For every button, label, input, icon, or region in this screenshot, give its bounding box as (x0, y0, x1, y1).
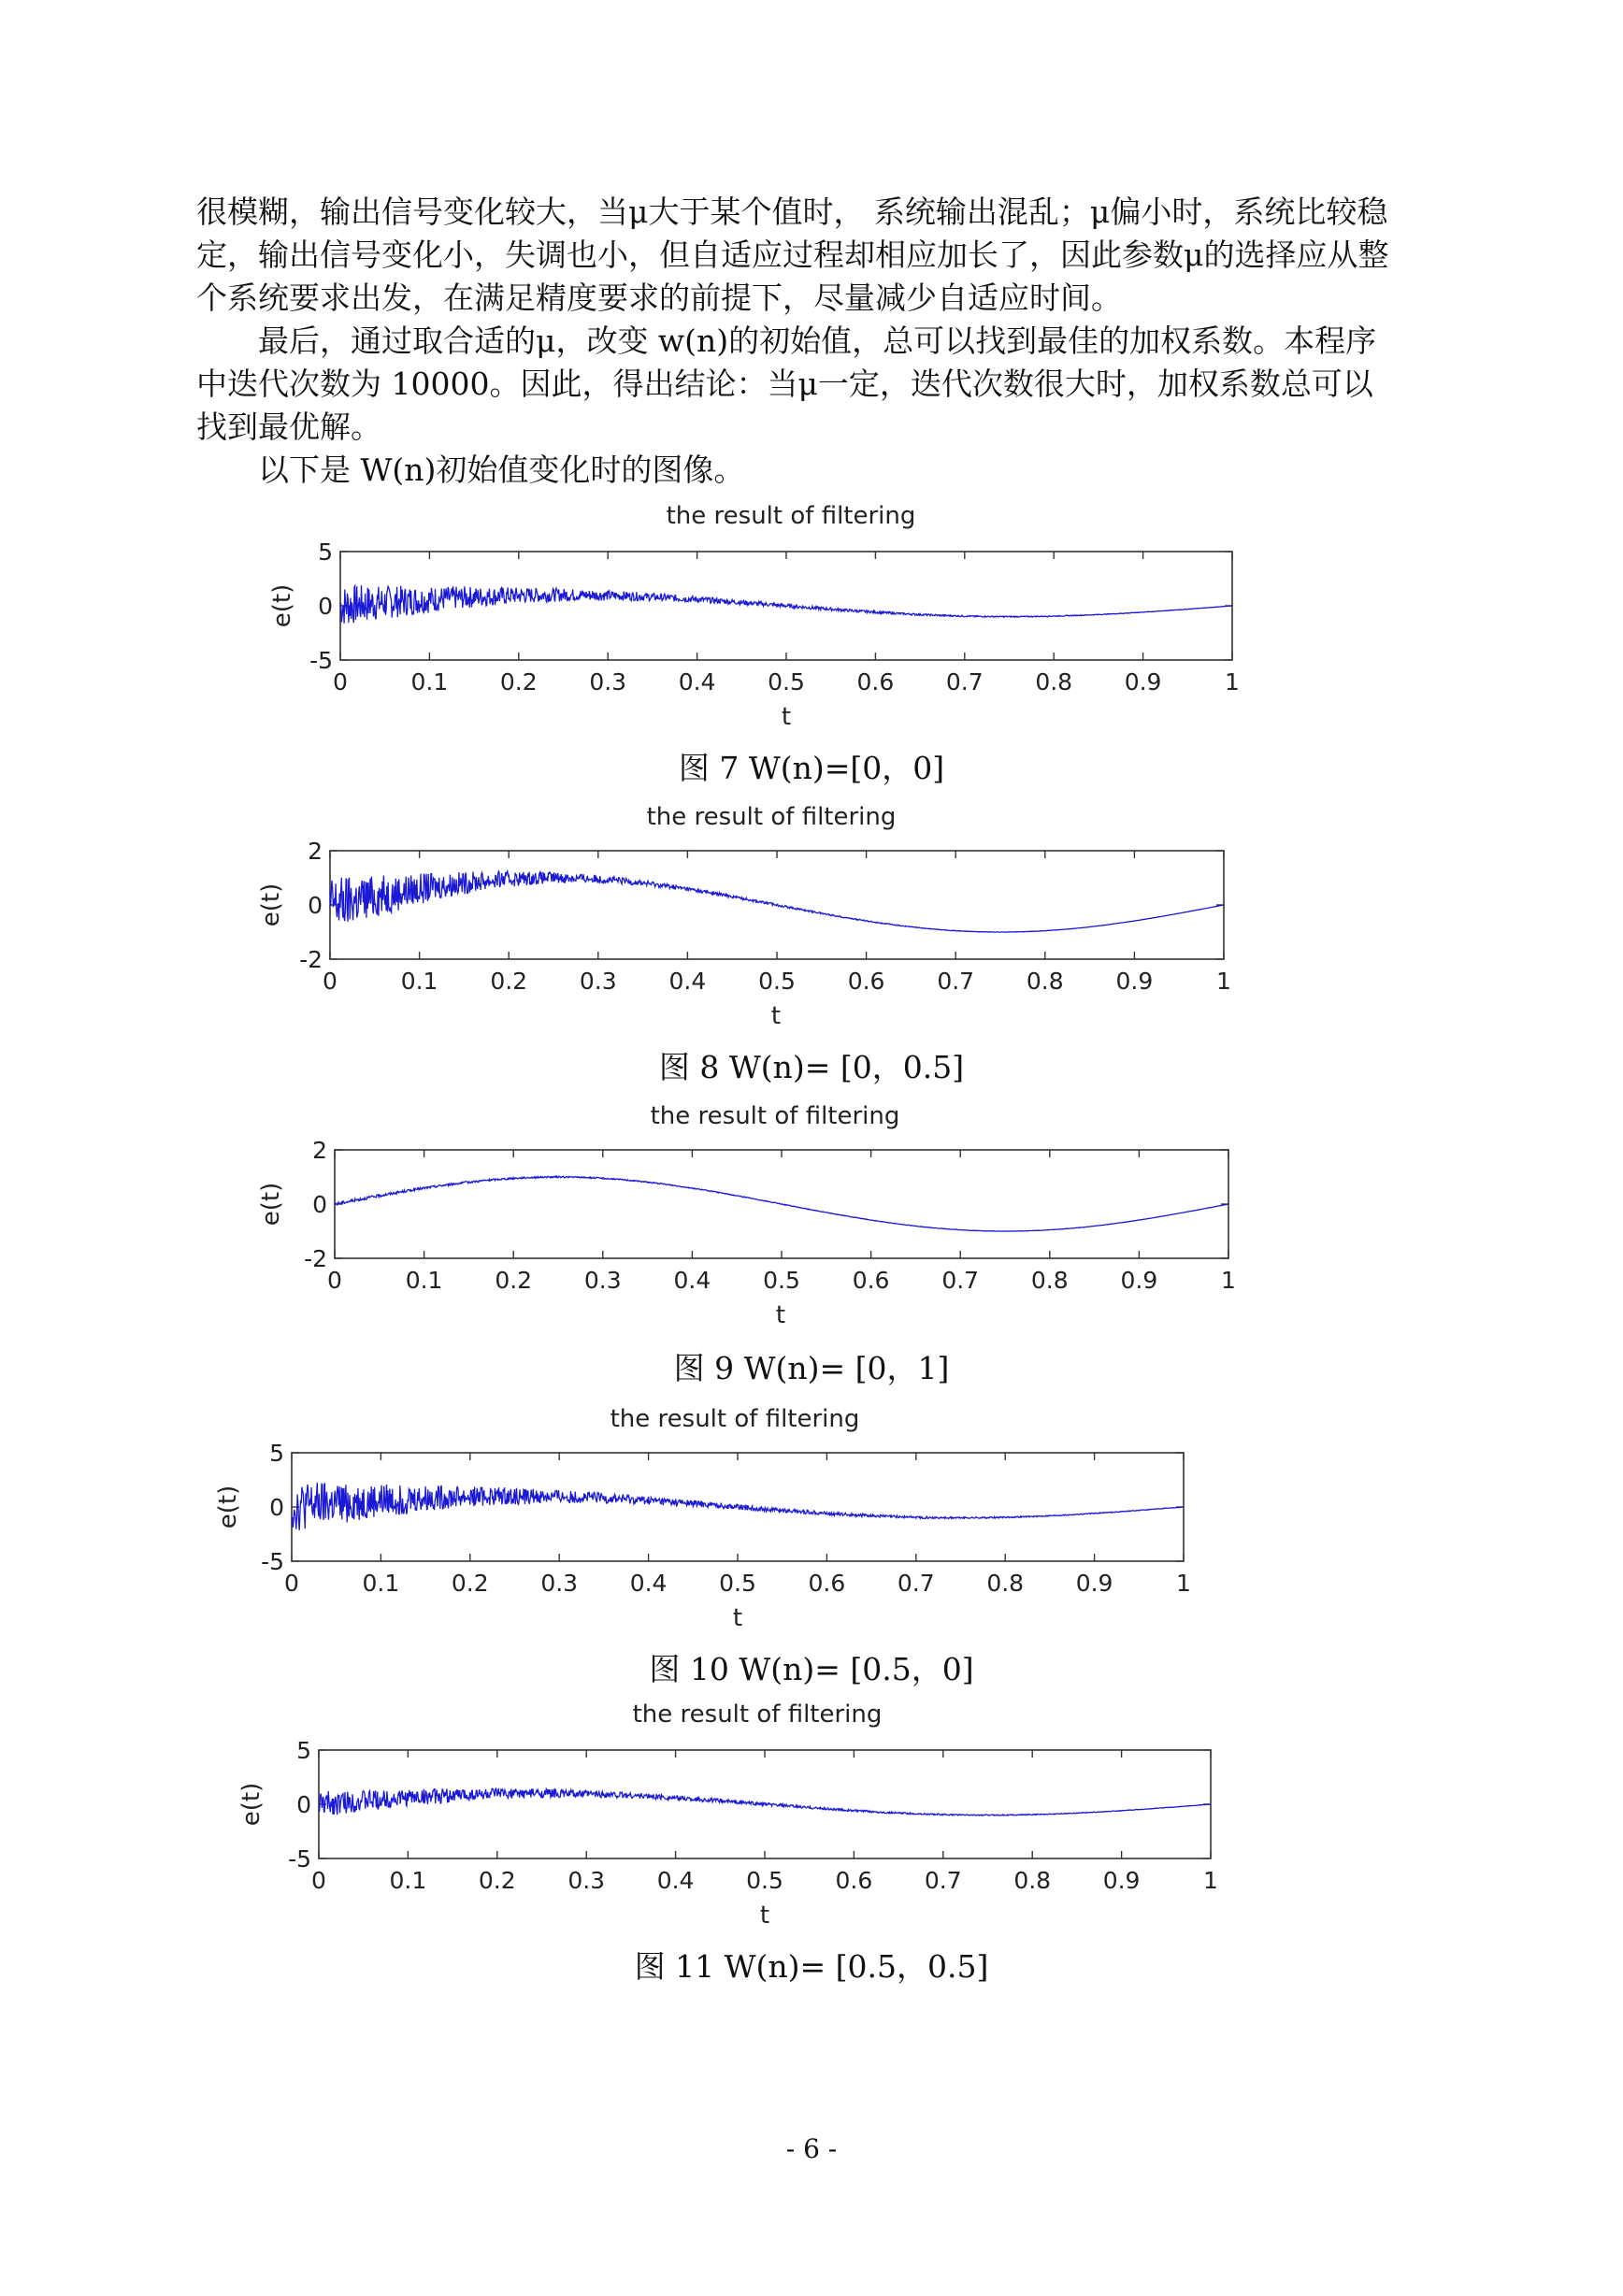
y-tick-label: 5 (269, 1440, 284, 1467)
paragraph-1-line: 很模糊，输出信号变化较大，当μ大于某个值时， 系统输出混乱；μ偏小时，系统比较稳 (196, 194, 1388, 230)
paragraph-1 (196, 191, 1440, 320)
x-tick-label: 0.9 (1115, 968, 1154, 995)
x-tick-label: 0.1 (405, 1267, 443, 1294)
x-tick-label: 1 (1225, 668, 1240, 696)
x-tick-label: 0.6 (856, 668, 895, 696)
x-tick-label: 0.1 (400, 968, 438, 995)
y-tick-label: 0 (318, 593, 333, 620)
y-tick-label: 2 (308, 838, 323, 865)
chart-title: the result of filtering (610, 1405, 860, 1433)
x-tick-label: 0.5 (763, 1267, 800, 1294)
x-tick-label: 0.4 (678, 668, 716, 696)
paragraph-2-line: 找到最优解。 (196, 409, 381, 445)
axes-box (292, 1453, 1184, 1561)
x-tick-label: 1 (1176, 1570, 1191, 1597)
paragraph-3-line: 以下是 W(n)初始值变化时的图像。 (258, 452, 745, 488)
x-tick-label: 0.5 (746, 1867, 783, 1894)
x-tick-label: 0.8 (1030, 1267, 1069, 1294)
x-axis-label: t (775, 1301, 786, 1329)
y-tick-label: 5 (318, 538, 333, 566)
x-tick-label: 0.1 (362, 1570, 400, 1597)
y-tick-label: -5 (261, 1548, 284, 1575)
figure-8-plot (224, 796, 1300, 1040)
x-tick-label: 0.3 (589, 668, 627, 696)
x-tick-label: 0.2 (451, 1570, 489, 1597)
paragraph-2-line: 中迭代次数为 10000。因此，得出结论：当μ一定，迭代次数很大时，加权系数总可以 (196, 366, 1373, 402)
x-tick-label: 0.4 (656, 1867, 695, 1894)
chart-title: the result of filtering (632, 1700, 883, 1729)
x-tick-label: 0 (311, 1867, 326, 1894)
paragraph-3 (196, 449, 1440, 492)
x-tick-label: 0.8 (1035, 668, 1073, 696)
x-tick-label: 0.4 (668, 968, 707, 995)
x-tick-label: 0.3 (540, 1570, 579, 1597)
y-tick-label: 0 (269, 1494, 284, 1521)
x-tick-label: 0.6 (847, 968, 885, 995)
y-tick-label: 2 (312, 1137, 327, 1164)
y-axis-label: e(t) (257, 1182, 285, 1227)
x-tick-label: 0.2 (490, 968, 528, 995)
x-tick-label: 0 (323, 968, 338, 995)
x-tick-label: 0.9 (1124, 668, 1162, 696)
x-tick-label: 0 (284, 1570, 299, 1597)
page-number: - 6 - (785, 2133, 838, 2164)
x-tick-label: 0.7 (941, 1267, 980, 1294)
figure-10-caption: 图 10 W(n)= [0.5，0] (649, 1651, 974, 1687)
y-axis-label: e(t) (257, 883, 285, 927)
x-tick-label: 0.7 (945, 668, 984, 696)
x-tick-label: 0.5 (719, 1570, 756, 1597)
x-tick-label: 0.6 (808, 1570, 846, 1597)
figure-8-caption: 图 8 W(n)= [0，0.5] (658, 1049, 965, 1085)
y-tick-label: -5 (309, 647, 333, 674)
y-axis-label: e(t) (214, 1485, 242, 1529)
figure-9-caption: 图 9 W(n)= [0，1] (673, 1350, 950, 1386)
x-tick-label: 0.8 (986, 1570, 1025, 1597)
x-tick-label: 0.1 (389, 1867, 427, 1894)
x-tick-label: 0.2 (495, 1267, 533, 1294)
x-tick-label: 1 (1203, 1867, 1218, 1894)
x-tick-label: 0.8 (1013, 1867, 1052, 1894)
x-tick-label: 0.3 (583, 1267, 622, 1294)
figure-7-plot (234, 495, 1309, 739)
x-tick-label: 0.9 (1120, 1267, 1158, 1294)
y-tick-label: 0 (296, 1791, 311, 1818)
x-tick-label: 0.6 (852, 1267, 890, 1294)
x-tick-label: 0.5 (768, 668, 805, 696)
x-tick-label: 0.3 (579, 968, 617, 995)
x-tick-label: 0.4 (673, 1267, 711, 1294)
x-tick-label: 0.3 (567, 1867, 606, 1894)
y-tick-label: 0 (312, 1191, 327, 1218)
paragraph-1-line: 定，输出信号变化小，失调也小，但自适应过程却相应加长了，因此参数μ的选择应从整 (196, 237, 1389, 273)
chart-title: the result of filtering (666, 502, 916, 530)
x-axis-label: t (770, 1002, 782, 1030)
x-axis-label: t (781, 703, 792, 731)
y-axis-label: e(t) (268, 583, 296, 628)
x-tick-label: 0.7 (924, 1867, 962, 1894)
paragraph-2 (196, 320, 1440, 449)
x-tick-label: 0.9 (1075, 1570, 1113, 1597)
figure-10-plot (187, 1399, 1262, 1642)
y-axis-label: e(t) (237, 1782, 266, 1827)
x-tick-label: 0.5 (758, 968, 796, 995)
figure-7-caption: 图 7 W(n)=[0，0] (678, 750, 945, 786)
x-tick-label: 0.7 (897, 1570, 935, 1597)
x-tick-label: 0 (333, 668, 348, 696)
y-tick-label: -2 (304, 1245, 327, 1272)
figure-11-caption: 图 11 W(n)= [0.5，0.5] (634, 1948, 989, 1985)
x-tick-label: 0.7 (937, 968, 975, 995)
chart-title: the result of filtering (650, 1102, 900, 1130)
x-tick-label: 0.4 (629, 1570, 668, 1597)
x-tick-label: 0.2 (499, 668, 538, 696)
chart-title: the result of filtering (646, 803, 897, 831)
y-tick-label: 0 (308, 892, 323, 919)
paragraph-2-line: 最后，通过取合适的μ，改变 w(n)的初始值，总可以找到最佳的加权系数。本程序 (258, 323, 1377, 359)
y-tick-label: -5 (288, 1845, 311, 1873)
x-axis-label: t (732, 1604, 743, 1632)
figure-9-plot (224, 1096, 1300, 1339)
figure-11-plot (210, 1694, 1285, 1937)
x-tick-label: 0.1 (410, 668, 449, 696)
x-tick-label: 0 (327, 1267, 342, 1294)
y-tick-label: -2 (299, 946, 323, 973)
paragraph-1-line: 个系统要求出发，在满足精度要求的前提下，尽量减少自适应时间。 (196, 280, 1122, 316)
x-tick-label: 1 (1216, 968, 1231, 995)
x-tick-label: 0.6 (835, 1867, 873, 1894)
x-tick-label: 1 (1221, 1267, 1236, 1294)
x-tick-label: 0.8 (1026, 968, 1064, 995)
x-axis-label: t (759, 1901, 770, 1930)
x-tick-label: 0.9 (1102, 1867, 1141, 1894)
x-tick-label: 0.2 (478, 1867, 516, 1894)
y-tick-label: 5 (296, 1737, 311, 1764)
